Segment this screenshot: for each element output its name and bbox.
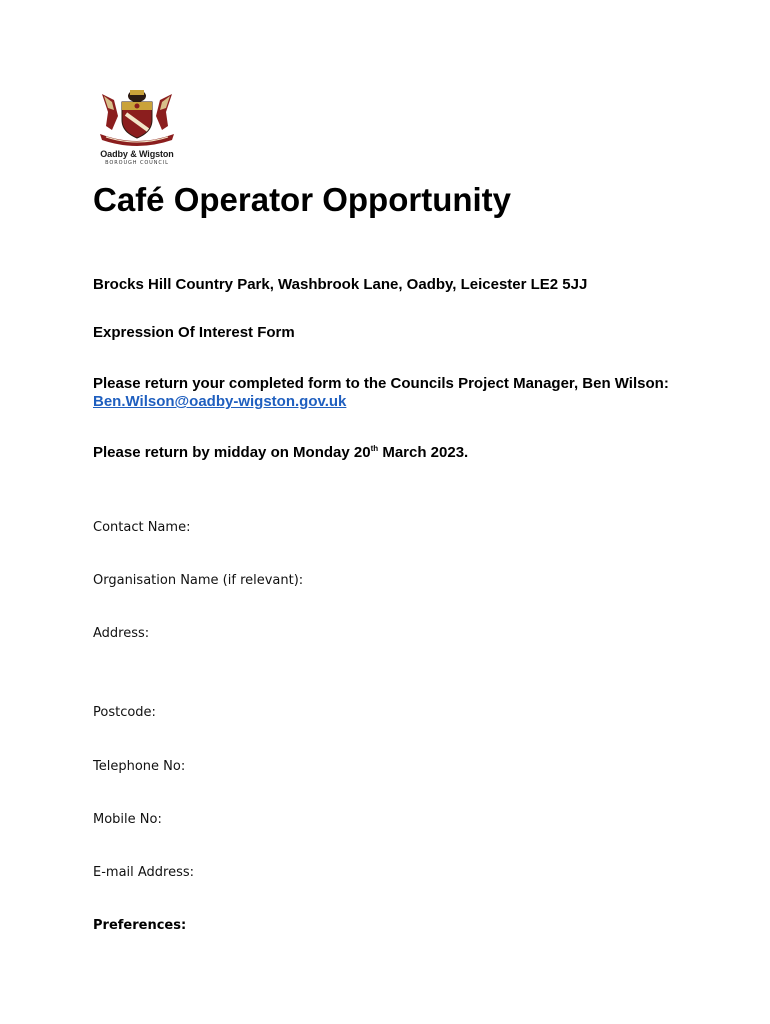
postcode-label: Postcode: (93, 705, 156, 720)
return-instruction-text: Please return your completed form to the Councils Project Manager, Ben Wilson: (93, 375, 669, 392)
deadline-end: March 2023. (378, 444, 469, 461)
logo-council-name: Oadby & Wigston (100, 149, 174, 159)
deadline-line (93, 444, 468, 462)
email-link[interactable]: Ben.Wilson@oadby-wigston.gov.uk (93, 393, 347, 410)
page-title: Café Operator Opportunity (93, 181, 512, 218)
contact-name-label: Contact Name: (93, 520, 191, 535)
preferences-heading: Preferences: (93, 918, 187, 933)
mobile-label: Mobile No: (93, 812, 162, 827)
council-logo (92, 86, 182, 168)
deadline-prefix: Please return by midday on Monday 20 (93, 444, 371, 461)
telephone-label: Telephone No: (93, 759, 186, 774)
email-address-label: E-mail Address: (93, 865, 195, 880)
organisation-name-label: Organisation Name (if relevant): (93, 573, 304, 588)
coat-of-arms-icon (92, 86, 182, 148)
location-line: Brocks Hill Country Park, Washbrook Lane, Oadby, Leicester LE2 5JJ (93, 276, 588, 293)
deadline-ordinal: th (370, 444, 379, 453)
return-instruction (93, 375, 693, 411)
logo-council-subtitle: BOROUGH COUNCIL (105, 160, 169, 166)
form-name: Expression Of Interest Form (93, 324, 295, 341)
address-label: Address: (93, 626, 150, 641)
